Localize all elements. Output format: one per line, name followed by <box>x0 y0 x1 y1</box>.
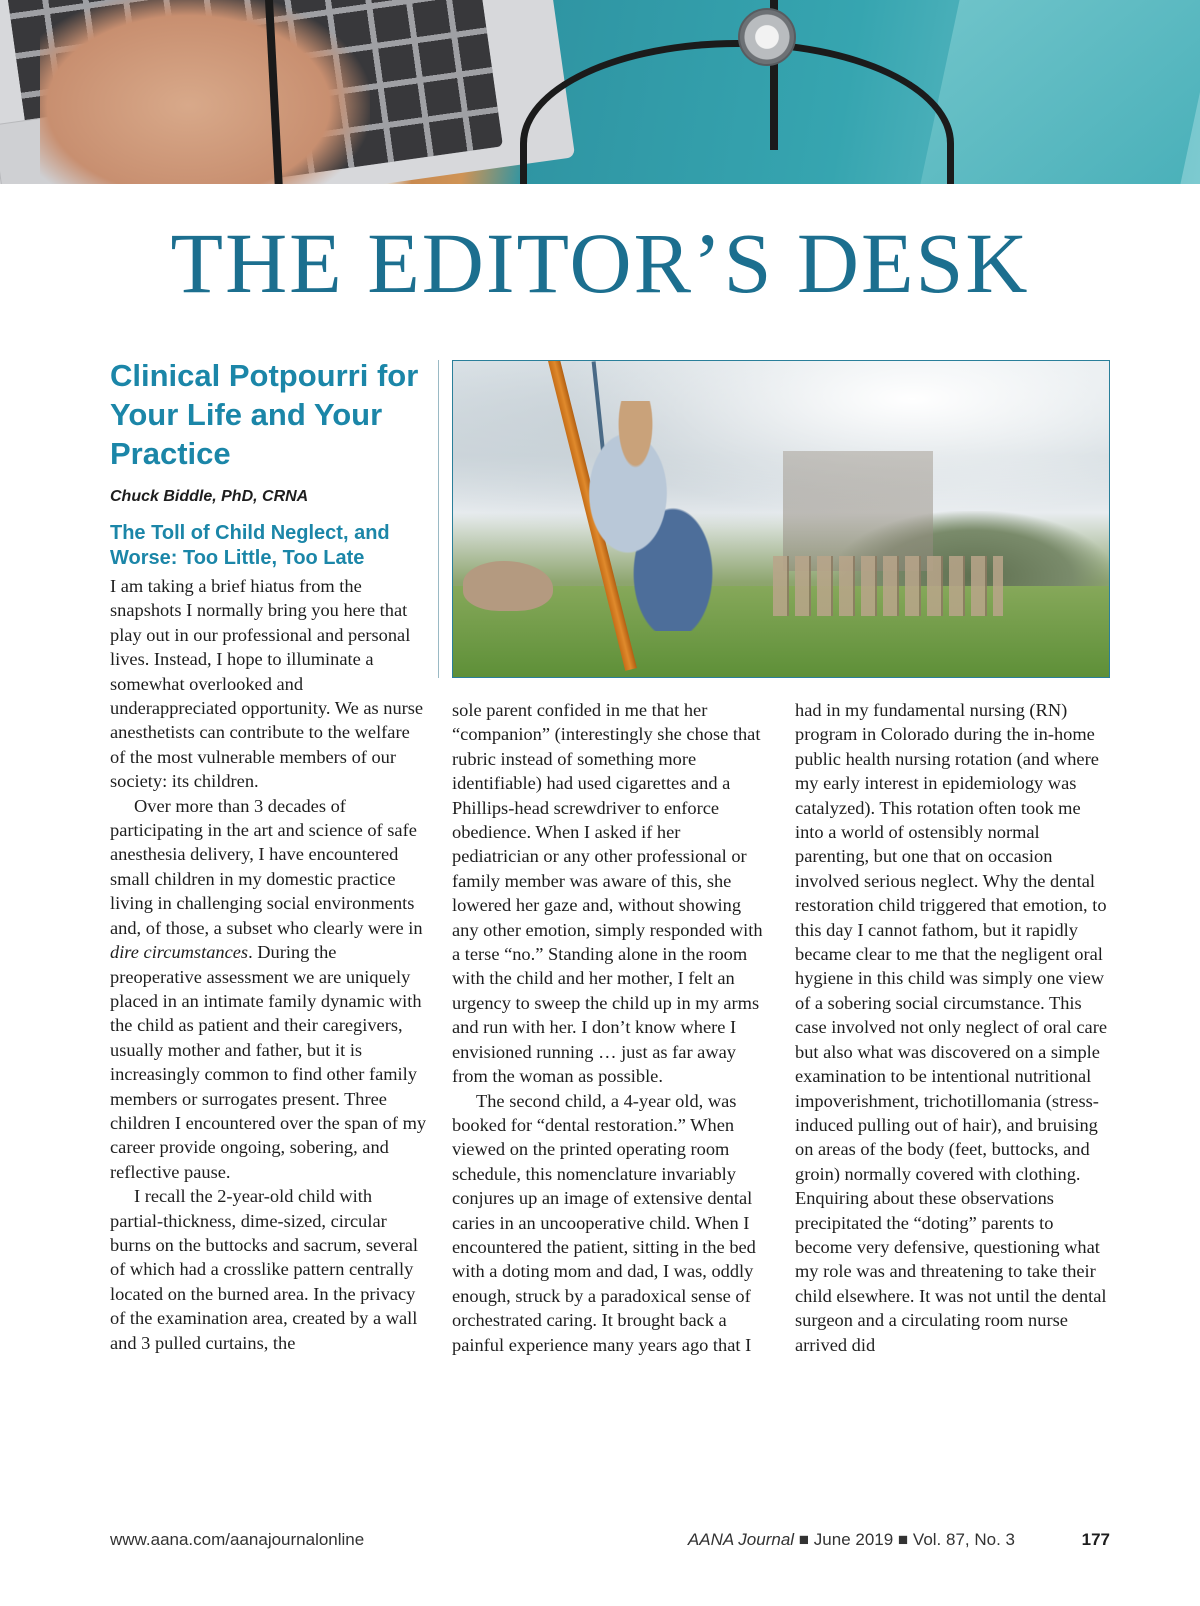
journal-name: AANA Journal <box>687 1530 795 1549</box>
emphasis: dire circumstances <box>110 942 249 963</box>
column-divider <box>438 360 439 678</box>
issue-date: June 2019 <box>813 1530 894 1549</box>
text-column-2 <box>452 698 770 1357</box>
stethoscope-chestpiece <box>738 8 796 66</box>
rock <box>463 561 553 611</box>
separator: ■ <box>893 1530 913 1549</box>
page-number: 177 <box>1081 1530 1110 1549</box>
paragraph <box>110 794 428 1185</box>
text-column-3 <box>795 698 1113 1357</box>
paragraph: I recall the 2-year-old child with partial-thickness, dime-sized, circular burns on the buttocks and sacrum, several of which had a crosslike pattern centrally located on the burned area. In the privacy of the examination area, created by a wall and 3 pulled curtains, the <box>110 1186 418 1353</box>
photo-child-on-swing <box>452 360 1110 678</box>
section-heading: The Toll of Child Neglect, and Worse: Too Little, Too Late <box>110 522 390 569</box>
text-run: Over more than 3 decades of participating in the art and science of safe anesthesia delivery, I have encountered small children in my domestic practice living in challenging social environments and, of those, a subset who clearly were in <box>110 795 423 938</box>
folder <box>920 0 1200 184</box>
header-photo-laptop-stethoscope <box>0 0 1200 184</box>
stethoscope-tube <box>520 40 954 184</box>
play-structure <box>783 451 933 571</box>
paragraph: I am taking a brief hiatus from the snapshots I normally bring you here that play out in our professional and personal lives. Instead, I hope to illuminate a somewhat overlooked and underappreciated opportunity. We as nurse anesthetists can contribute to the welfare of the most vulnerable members of our society: its children. <box>110 576 424 792</box>
text-run: . During the preoperative assessment we are uniquely placed in an intimate family dynamic with the child as patient and their caregivers, usually mother and father, but it is increasingly common to find other family members or surrogates present. Three children I encountered over the span of my career provide ongoing, sobering, and reflective pause. <box>110 942 427 1182</box>
footer-citation <box>688 1530 1015 1550</box>
child-swinging <box>568 401 718 631</box>
paragraph: The second child, a 4-year old, was booked for “dental restoration.” When viewed on the printed operating room schedule, this nomenclature invariably conjures up an image of extensive dental caries in an uncooperative child. When I encountered the patient, sitting in the bed with a doting mom and dad, I was, oddly enough, struck by a paradoxical sense of orchestrated caring. It brought back a painful experience many years ago that I <box>452 1090 756 1355</box>
masthead: THE EDITOR’S DESK <box>170 215 1030 311</box>
paragraph: had in my fundamental nursing (RN) program in Colorado during the in-home public health nursing rotation (and where my early interest in epidemiology was catalyzed). This rotation often took me into a world of ostensibly normal parenting, but one that on occasion involved serious neglect. Why the dental restoration child triggered that emotion, to this day I cannot fathom, but it rapidly became clear to me that the negligent oral hygiene in this child was simply one view of a sobering social circumstance. This case involved not only neglect of oral care but also what was discovered on a simple examination to be intentional nutritional impoverishment, trichotillomania (stress-induced pulling out of hair), and bruising on areas of the body (feet, buttocks, and groin) normally covered with clothing. Enquiring about these observations precipitated the “doting” parents to become very defensive, questioning what my role was and threatening to take their child elsewhere. It was not until the dental surgeon and a circulating room nurse arrived did <box>795 700 1108 1355</box>
footer-url: www.aana.com/aanajournalonline <box>110 1530 365 1549</box>
article-title: Clinical Potpourri for Your Life and Your Practice <box>110 358 419 471</box>
text-column-1 <box>110 574 428 1355</box>
byline: Chuck Biddle, PhD, CRNA <box>110 488 309 505</box>
volume-issue: Vol. 87, No. 3 <box>912 1530 1015 1549</box>
wooden-posts <box>773 556 1003 616</box>
hand <box>40 0 370 184</box>
separator: ■ <box>794 1530 814 1549</box>
paragraph: sole parent confided in me that her “companion” (interestingly she chose that rubric instead of something more identifiable) had used cigarettes and a Phillips-head screwdriver to enforce obedience. When I asked if her pediatrician or any other professional or family member was aware of this, she lowered her gaze and, without showing any other emotion, simply responded with a terse “no.” Standing alone in the room with the child and her mother, I felt an urgency to sweep the child up in my arms and run with her. I don’t know where I envisioned running … just as far away from the woman as possible. <box>452 700 763 1087</box>
